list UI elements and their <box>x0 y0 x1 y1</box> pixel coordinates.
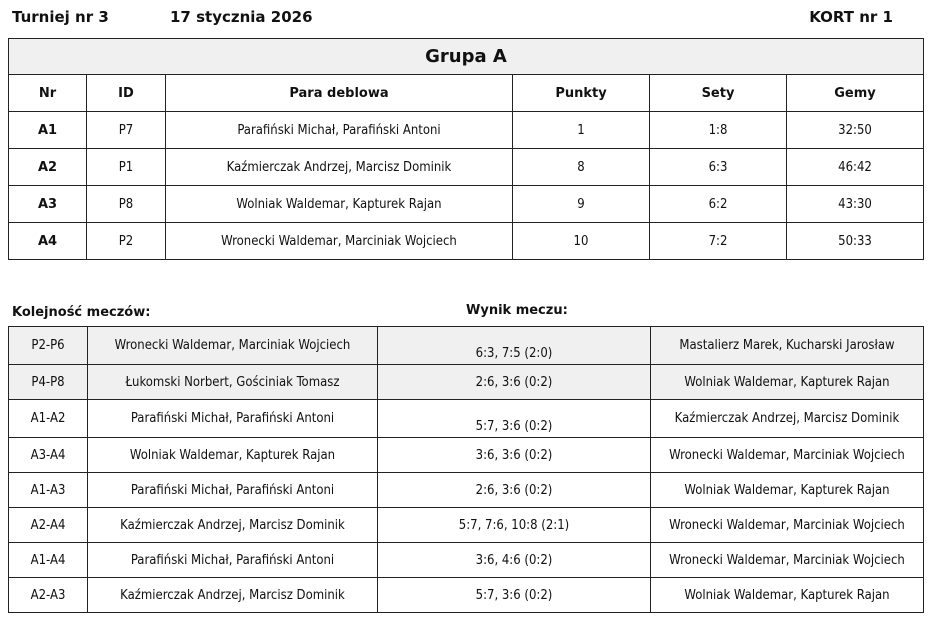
match-result: 5:7, 7:6, 10:8 (2:1) <box>378 508 651 543</box>
match-code: A1-A2 <box>9 400 88 438</box>
row-points: 8 <box>513 149 650 186</box>
match-home-pair: Parafiński Michał, Parafiński Antoni <box>88 400 378 438</box>
table-row <box>9 223 924 260</box>
match-code: A1-A3 <box>9 473 88 508</box>
match-code: P4-P8 <box>9 365 88 400</box>
row-id: P2 <box>87 223 166 260</box>
row-nr: A3 <box>9 186 87 223</box>
row-games: 32:50 <box>787 112 924 149</box>
match-home-pair: Kaźmierczak Andrzej, Marcisz Dominik <box>88 508 378 543</box>
column-header-points: Punkty <box>513 75 650 112</box>
tournament-title: Turniej nr 3 <box>12 8 109 26</box>
match-result: 2:6, 3:6 (0:2) <box>378 365 651 400</box>
match-away-pair: Mastalierz Marek, Kucharski Jarosław <box>651 327 924 365</box>
match-result: 3:6, 4:6 (0:2) <box>378 543 651 578</box>
match-away-pair: Wolniak Waldemar, Kapturek Rajan <box>651 365 924 400</box>
match-away-pair: Wronecki Waldemar, Marciniak Wojciech <box>651 438 924 473</box>
match-code: A3-A4 <box>9 438 88 473</box>
group-title: Grupa A <box>9 39 924 75</box>
match-row <box>9 578 924 613</box>
match-away-pair: Wronecki Waldemar, Marciniak Wojciech <box>651 543 924 578</box>
match-row <box>9 473 924 508</box>
row-nr: A1 <box>9 112 87 149</box>
match-code: A1-A4 <box>9 543 88 578</box>
row-games: 43:30 <box>787 186 924 223</box>
match-order-label: Kolejność meczów: <box>12 305 151 320</box>
row-sets: 6:2 <box>650 186 787 223</box>
match-row <box>9 365 924 400</box>
match-row <box>9 327 924 365</box>
row-points: 1 <box>513 112 650 149</box>
match-home-pair: Parafiński Michał, Parafiński Antoni <box>88 473 378 508</box>
match-result: 3:6, 3:6 (0:2) <box>378 438 651 473</box>
court-label: KORT nr 1 <box>809 8 893 26</box>
match-home-pair: Wolniak Waldemar, Kapturek Rajan <box>88 438 378 473</box>
row-id: P7 <box>87 112 166 149</box>
match-row <box>9 543 924 578</box>
match-home-pair: Parafiński Michał, Parafiński Antoni <box>88 543 378 578</box>
row-id: P8 <box>87 186 166 223</box>
row-games: 46:42 <box>787 149 924 186</box>
match-home-pair: Wronecki Waldemar, Marciniak Wojciech <box>88 327 378 365</box>
match-result-label: Wynik meczu: <box>466 303 568 318</box>
match-row <box>9 438 924 473</box>
match-away-pair: Kaźmierczak Andrzej, Marcisz Dominik <box>651 400 924 438</box>
table-row <box>9 149 924 186</box>
table-row <box>9 186 924 223</box>
row-sets: 6:3 <box>650 149 787 186</box>
row-sets: 1:8 <box>650 112 787 149</box>
match-result: 5:7, 3:6 (0:2) <box>378 578 651 613</box>
table-row <box>9 112 924 149</box>
match-code: P2-P6 <box>9 327 88 365</box>
row-points: 9 <box>513 186 650 223</box>
tournament-date: 17 stycznia 2026 <box>170 8 313 26</box>
row-pair: Wronecki Waldemar, Marciniak Wojciech <box>166 223 513 260</box>
column-header-nr: Nr <box>9 75 87 112</box>
match-home-pair: Łukomski Norbert, Gościniak Tomasz <box>88 365 378 400</box>
column-header-sets: Sety <box>650 75 787 112</box>
column-header-games: Gemy <box>787 75 924 112</box>
row-games: 50:33 <box>787 223 924 260</box>
match-away-pair: Wolniak Waldemar, Kapturek Rajan <box>651 473 924 508</box>
match-row <box>9 400 924 438</box>
row-pair: Kaźmierczak Andrzej, Marcisz Dominik <box>166 149 513 186</box>
match-home-pair: Kaźmierczak Andrzej, Marcisz Dominik <box>88 578 378 613</box>
column-header-id: ID <box>87 75 166 112</box>
group-standings-table <box>8 38 924 260</box>
match-schedule-table <box>8 326 924 613</box>
match-row <box>9 508 924 543</box>
row-nr: A4 <box>9 223 87 260</box>
match-result: 6:3, 7:5 (2:0) <box>378 327 651 365</box>
row-sets: 7:2 <box>650 223 787 260</box>
row-id: P1 <box>87 149 166 186</box>
row-points: 10 <box>513 223 650 260</box>
match-away-pair: Wolniak Waldemar, Kapturek Rajan <box>651 578 924 613</box>
row-pair: Parafiński Michał, Parafiński Antoni <box>166 112 513 149</box>
match-result: 5:7, 3:6 (0:2) <box>378 400 651 438</box>
column-header-pair: Para deblowa <box>166 75 513 112</box>
match-code: A2-A3 <box>9 578 88 613</box>
row-nr: A2 <box>9 149 87 186</box>
row-pair: Wolniak Waldemar, Kapturek Rajan <box>166 186 513 223</box>
match-code: A2-A4 <box>9 508 88 543</box>
match-away-pair: Wronecki Waldemar, Marciniak Wojciech <box>651 508 924 543</box>
match-result: 2:6, 3:6 (0:2) <box>378 473 651 508</box>
